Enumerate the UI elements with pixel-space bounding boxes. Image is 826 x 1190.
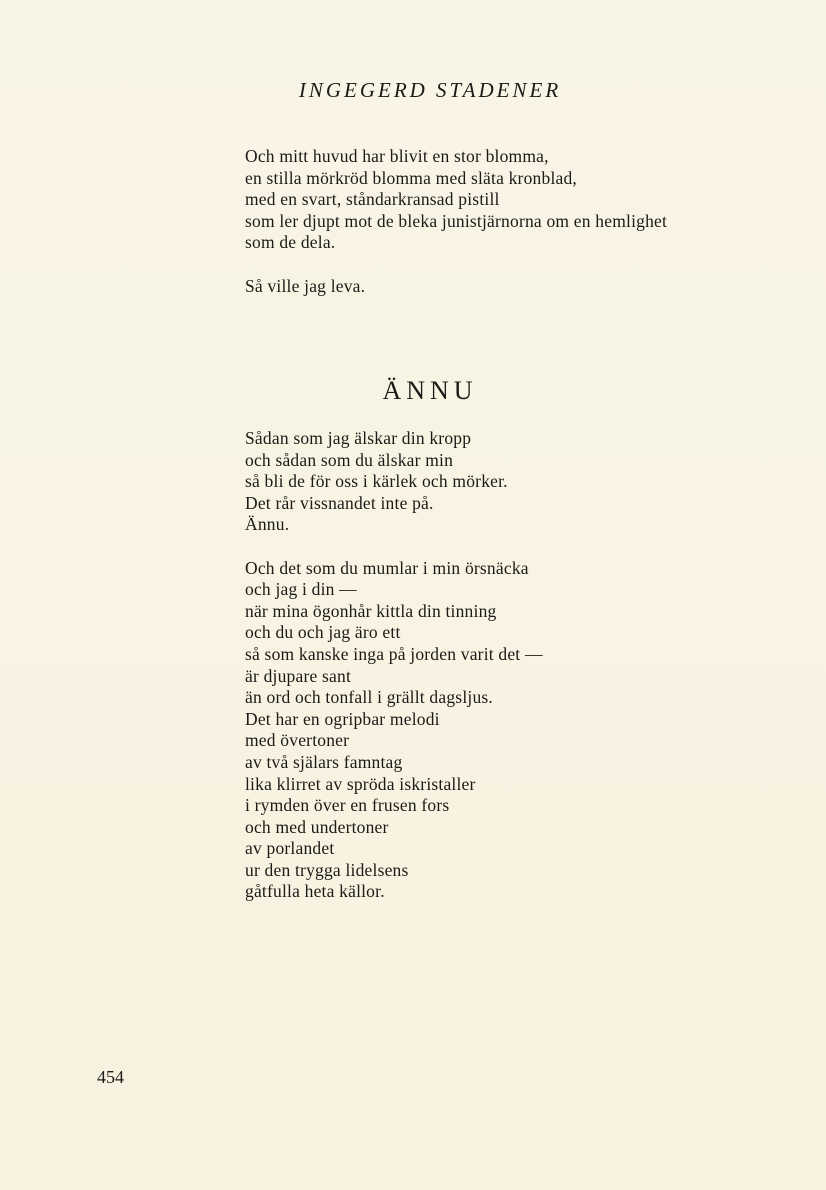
poem-line: lika klirret av spröda iskristaller — [245, 773, 476, 794]
poem-line: en stilla mörkröd blomma med släta kronblad, — [245, 167, 577, 188]
poem-line: och jag i din — — [245, 579, 357, 600]
poem-title: ÄNNU — [382, 376, 478, 405]
poem-1 — [245, 146, 667, 319]
poem-2-stanza-1 — [245, 428, 543, 536]
poem-line: Och det som du mumlar i min örsnäcka — [245, 557, 529, 578]
poem-line: med övertoner — [245, 730, 350, 751]
poem-line: Det rår vissnandet inte på. — [245, 492, 434, 513]
poem-line: i rymden över en frusen fors — [245, 795, 450, 816]
poem-line: som ler djupt mot de bleka junistjärnorna om en hemlighet — [245, 210, 668, 231]
poem-line: som de dela. — [245, 232, 336, 253]
poem-line: och sådan som du älskar min — [245, 449, 454, 470]
poem-line: och du och jag äro ett — [245, 622, 401, 643]
poem-2 — [245, 428, 543, 925]
poem-line: gåtfulla heta källor. — [245, 881, 385, 902]
poem-line: så som kanske inga på jorden varit det — — [245, 643, 543, 664]
page-number: 454 — [97, 1067, 124, 1087]
poem-line: är djupare sant — [245, 665, 352, 686]
poem-line: Och mitt huvud har blivit en stor blomma, — [245, 146, 549, 166]
poem-1-stanza-1 — [245, 146, 667, 254]
poem-line: Det har en ogripbar melodi — [245, 708, 440, 729]
poem-line: Ännu. — [245, 514, 290, 535]
poem-2-stanza-2 — [245, 558, 543, 904]
poem-line: med en svart, ståndarkransad pistill — [245, 189, 500, 210]
poem-line: av två själars famntag — [245, 751, 403, 772]
poem-line: och med undertoner — [245, 816, 389, 837]
poem-line: så bli de för oss i kärlek och mörker. — [245, 471, 508, 492]
poem-1-stanza-2 — [245, 276, 667, 298]
poem-line: Så ville jag leva. — [245, 275, 366, 296]
poem-line: när mina ögonhår kittla din tinning — [245, 600, 497, 621]
poem-line: Sådan som jag älskar din kropp — [245, 428, 472, 448]
poem-line: än ord och tonfall i grällt dagsljus. — [245, 687, 493, 708]
poem-line: ur den trygga lidelsens — [245, 859, 409, 880]
running-head-author: INGEGERD STADENER — [298, 78, 562, 102]
poem-line: av porlandet — [245, 838, 335, 859]
